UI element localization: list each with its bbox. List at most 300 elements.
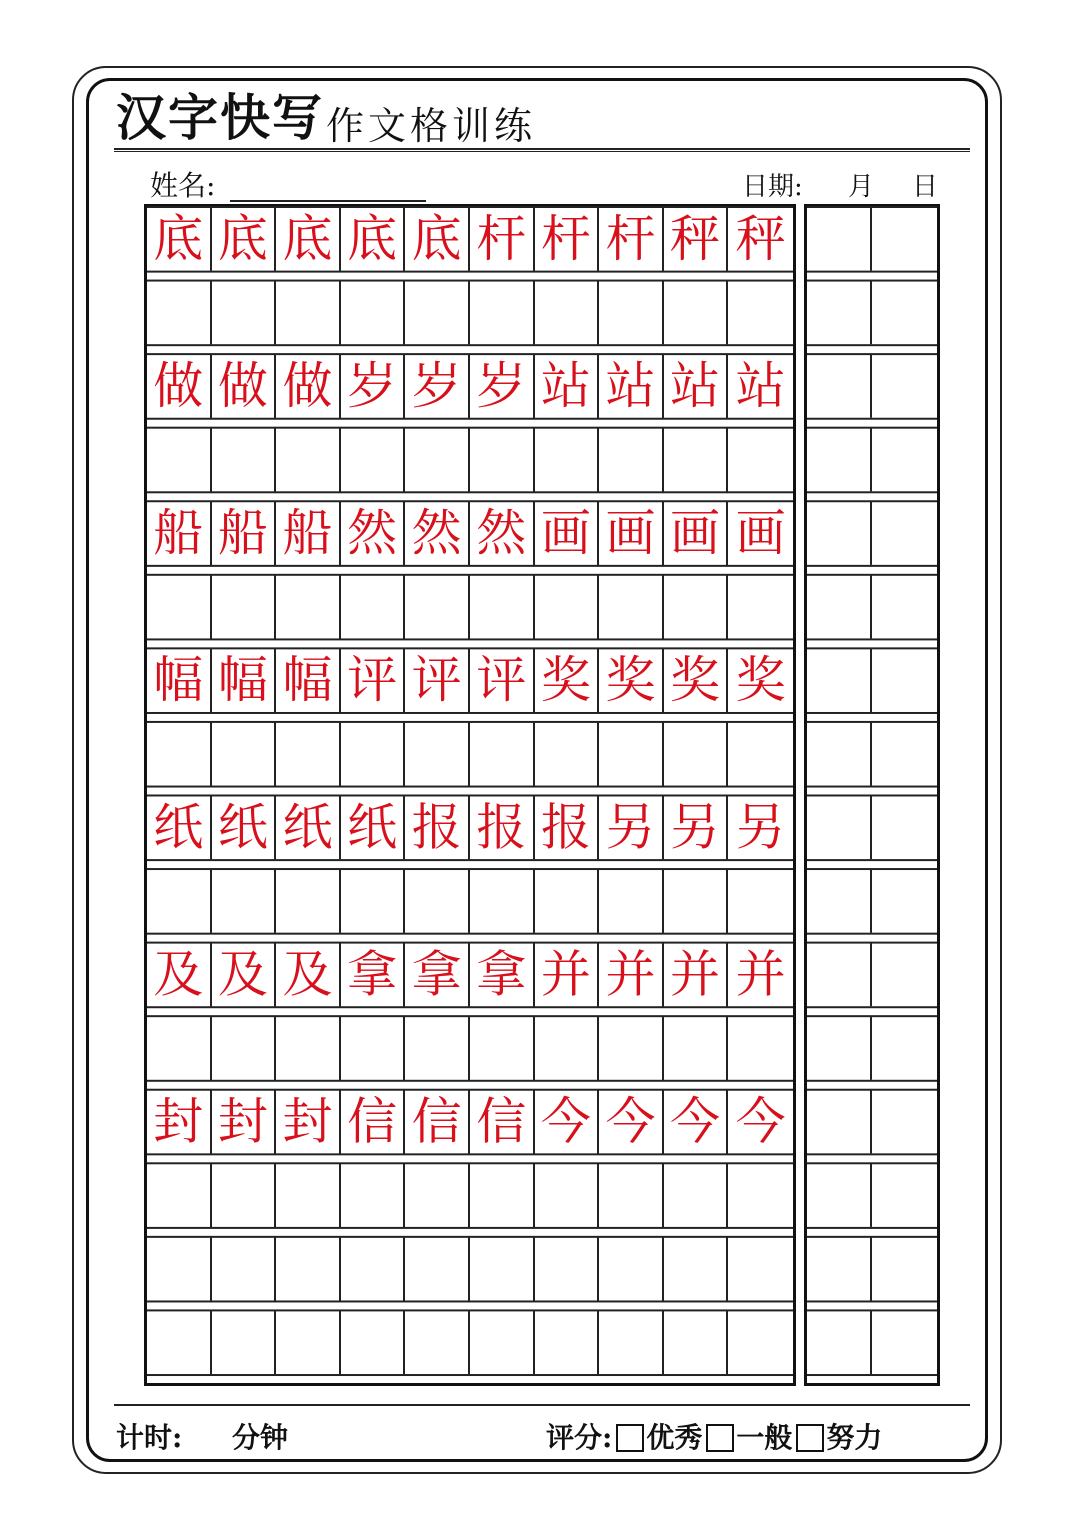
grid-row	[147, 207, 793, 271]
grid-row	[147, 943, 793, 1007]
model-character-cell: 今	[664, 1090, 729, 1154]
blank-practice-cell[interactable]	[276, 280, 341, 344]
side-practice-cell[interactable]	[807, 354, 872, 418]
date-label: 日期:	[742, 172, 803, 202]
row-bottom-line	[147, 1300, 793, 1302]
grid-row	[147, 501, 793, 565]
model-character-cell: 并	[599, 942, 664, 1006]
blank-practice-cell[interactable]	[212, 869, 277, 933]
side-grid-row	[807, 1090, 937, 1154]
blank-practice-cell[interactable]	[147, 427, 212, 491]
side-row-bottom-line	[807, 1374, 937, 1376]
blank-practice-cell[interactable]	[535, 1237, 600, 1301]
model-character-cell: 并	[735, 945, 786, 1004]
model-character-cell: 底	[341, 207, 406, 271]
side-grid-row	[807, 722, 937, 786]
side-row-bottom-line	[807, 638, 937, 640]
blank-practice-cell[interactable]	[405, 280, 470, 344]
blank-practice-cell[interactable]	[664, 1016, 729, 1080]
blank-practice-cell[interactable]	[405, 575, 470, 639]
model-character-cell: 报	[470, 795, 535, 859]
model-character-cell: 站	[735, 356, 786, 415]
model-character-cell: 幅	[276, 648, 341, 712]
side-row-top-line	[807, 647, 937, 649]
row-top-line	[147, 427, 793, 429]
side-grid-row	[807, 795, 937, 859]
blank-practice-cell[interactable]	[212, 1163, 277, 1227]
row-top-line	[147, 206, 793, 208]
model-character-cell: 今	[735, 1092, 786, 1151]
side-practice-cell[interactable]	[807, 869, 872, 933]
row-top-line	[147, 1309, 793, 1311]
model-character-cell: 岁	[405, 354, 470, 418]
blank-practice-cell[interactable]	[405, 1237, 470, 1301]
blank-practice-cell[interactable]	[664, 280, 729, 344]
blank-practice-cell[interactable]	[664, 1237, 729, 1301]
blank-practice-cell[interactable]	[599, 1310, 664, 1374]
month-label: 月	[848, 172, 875, 202]
row-bottom-line	[147, 1080, 793, 1082]
row-top-line	[147, 647, 793, 649]
blank-practice-cell[interactable]	[147, 722, 212, 786]
blank-practice-cell[interactable]	[599, 1237, 664, 1301]
model-character-cell: 纸	[212, 795, 277, 859]
row-top-line	[147, 574, 793, 576]
blank-practice-cell[interactable]	[470, 280, 535, 344]
blank-practice-cell[interactable]	[599, 575, 664, 639]
row-top-line	[147, 942, 793, 944]
side-practice-cell[interactable]	[807, 281, 872, 345]
grid-row	[147, 1163, 793, 1227]
day-label: 日	[912, 172, 939, 202]
side-grid-row	[807, 1310, 937, 1374]
grid-row	[147, 1016, 793, 1080]
row-bottom-line	[147, 712, 793, 714]
model-character-cell: 及	[212, 942, 277, 1006]
grid-row	[147, 575, 793, 639]
side-practice-cell[interactable]	[872, 648, 937, 712]
model-character-cell: 奖	[664, 648, 729, 712]
side-grid-row	[807, 354, 937, 418]
worksheet-subtitle: 作文格训练	[326, 104, 537, 148]
blank-practice-cell[interactable]	[147, 280, 212, 344]
blank-practice-cell[interactable]	[276, 1310, 341, 1374]
side-practice-cell[interactable]	[807, 943, 872, 1007]
model-character-cell: 评	[341, 648, 406, 712]
blank-practice-cell[interactable]	[664, 1163, 729, 1227]
side-row-bottom-line	[807, 491, 937, 493]
blank-practice-cell[interactable]	[664, 1310, 729, 1374]
model-character-cell: 纸	[341, 795, 406, 859]
model-character-cell: 秤	[664, 207, 729, 271]
grid-row	[147, 281, 793, 345]
blank-practice-cell[interactable]	[341, 1163, 406, 1227]
side-row-top-line	[807, 353, 937, 355]
model-character-cell: 岁	[470, 354, 535, 418]
model-character-cell: 并	[664, 942, 729, 1006]
side-row-top-line	[807, 280, 937, 282]
side-practice-cell[interactable]	[872, 1237, 937, 1301]
model-character-cell: 并	[535, 942, 600, 1006]
model-character-cell: 底	[405, 207, 470, 271]
blank-practice-cell[interactable]	[147, 869, 212, 933]
side-row-bottom-line	[807, 271, 937, 273]
side-row-bottom-line	[807, 1080, 937, 1082]
blank-practice-cell[interactable]	[212, 1310, 277, 1374]
grid-row	[147, 648, 793, 712]
side-row-top-line	[807, 794, 937, 796]
blank-practice-cell[interactable]	[212, 575, 277, 639]
row-bottom-line	[147, 344, 793, 346]
model-character-cell: 拿	[341, 942, 406, 1006]
side-practice-cell[interactable]	[807, 1163, 872, 1227]
model-character-cell: 报	[405, 795, 470, 859]
blank-practice-cell[interactable]	[728, 1237, 793, 1301]
row-top-line	[147, 868, 793, 870]
model-character-cell: 画	[535, 501, 600, 565]
grid-row	[147, 1237, 793, 1301]
row-top-line	[147, 1236, 793, 1238]
side-practice-cell[interactable]	[872, 1163, 937, 1227]
model-character-cell: 底	[276, 207, 341, 271]
blank-practice-cell[interactable]	[212, 427, 277, 491]
row-top-line	[147, 353, 793, 355]
blank-practice-cell[interactable]	[147, 1310, 212, 1374]
side-practice-cell[interactable]	[872, 575, 937, 639]
side-row-bottom-line	[807, 565, 937, 567]
row-top-line	[147, 1162, 793, 1164]
model-character-cell: 封	[147, 1090, 212, 1154]
row-top-line	[147, 1015, 793, 1017]
model-character-cell: 及	[147, 942, 212, 1006]
side-grid-row	[807, 575, 937, 639]
side-practice-cell[interactable]	[807, 648, 872, 712]
model-character-cell: 底	[147, 207, 212, 271]
grid-row	[147, 795, 793, 859]
blank-practice-cell[interactable]	[405, 1310, 470, 1374]
model-character-cell: 封	[212, 1090, 277, 1154]
blank-practice-cell[interactable]	[470, 869, 535, 933]
side-row-bottom-line	[807, 1006, 937, 1008]
blank-practice-cell[interactable]	[147, 575, 212, 639]
blank-practice-cell[interactable]	[535, 722, 600, 786]
blank-practice-cell[interactable]	[341, 1237, 406, 1301]
model-character-cell: 然	[405, 501, 470, 565]
score-label: 评分:	[546, 1421, 613, 1454]
model-character-cell: 及	[276, 942, 341, 1006]
model-character-cell: 站	[535, 354, 600, 418]
side-row-bottom-line	[807, 1227, 937, 1229]
model-character-cell: 船	[212, 501, 277, 565]
side-practice-cell[interactable]	[872, 428, 937, 492]
side-row-bottom-line	[807, 786, 937, 788]
model-character-cell: 另	[735, 798, 786, 857]
blank-practice-cell[interactable]	[405, 869, 470, 933]
side-row-top-line	[807, 574, 937, 576]
blank-practice-cell[interactable]	[470, 1310, 535, 1374]
model-character-cell: 报	[535, 795, 600, 859]
blank-practice-cell[interactable]	[341, 427, 406, 491]
blank-practice-cell[interactable]	[276, 722, 341, 786]
blank-practice-cell[interactable]	[664, 575, 729, 639]
blank-practice-cell[interactable]	[147, 1237, 212, 1301]
side-grid-row	[807, 648, 937, 712]
side-practice-cell[interactable]	[872, 1016, 937, 1080]
model-character-cell: 画	[735, 504, 786, 563]
side-practice-cell[interactable]	[807, 1237, 872, 1301]
effort-checkbox[interactable]	[796, 1424, 824, 1452]
model-character-cell: 信	[470, 1090, 535, 1154]
minutes-label: 分钟	[232, 1421, 289, 1454]
model-character-cell: 封	[276, 1090, 341, 1154]
model-character-cell: 另	[664, 795, 729, 859]
blank-practice-cell[interactable]	[276, 1237, 341, 1301]
row-bottom-line	[147, 565, 793, 567]
model-character-cell: 今	[535, 1090, 600, 1154]
row-bottom-line	[147, 933, 793, 935]
blank-practice-cell[interactable]	[212, 722, 277, 786]
grid-row	[147, 722, 793, 786]
side-row-top-line	[807, 1236, 937, 1238]
model-character-cell: 秤	[735, 209, 786, 268]
header-divider	[114, 148, 970, 152]
side-grid-row	[807, 281, 937, 345]
side-practice-cell[interactable]	[807, 575, 872, 639]
row-bottom-line	[147, 418, 793, 420]
side-row-top-line	[807, 868, 937, 870]
blank-practice-cell[interactable]	[341, 1016, 406, 1080]
model-character-cell: 做	[147, 354, 212, 418]
model-character-cell: 奖	[535, 648, 600, 712]
side-grid-row	[807, 428, 937, 492]
blank-practice-cell[interactable]	[535, 869, 600, 933]
model-character-cell: 画	[599, 501, 664, 565]
blank-practice-cell[interactable]	[535, 1016, 600, 1080]
row-bottom-line	[147, 1227, 793, 1229]
model-character-cell: 另	[599, 795, 664, 859]
blank-practice-cell[interactable]	[470, 427, 535, 491]
blank-practice-cell[interactable]	[470, 1163, 535, 1227]
side-row-top-line	[807, 942, 937, 944]
row-top-line	[147, 1089, 793, 1091]
blank-practice-cell[interactable]	[276, 1016, 341, 1080]
side-practice-cell[interactable]	[872, 207, 937, 271]
model-character-cell: 拿	[470, 942, 535, 1006]
model-character-cell: 船	[276, 501, 341, 565]
row-bottom-line	[147, 271, 793, 273]
blank-practice-cell[interactable]	[535, 427, 600, 491]
side-practice-cell[interactable]	[807, 501, 872, 565]
blank-practice-cell[interactable]	[470, 575, 535, 639]
footer-divider	[114, 1404, 970, 1406]
side-grid-row	[807, 1237, 937, 1301]
side-row-bottom-line	[807, 859, 937, 861]
side-practice-cell[interactable]	[872, 943, 937, 1007]
model-character-cell: 幅	[212, 648, 277, 712]
blank-practice-cell[interactable]	[535, 575, 600, 639]
blank-practice-cell[interactable]	[470, 722, 535, 786]
side-row-top-line	[807, 1162, 937, 1164]
side-practice-cell[interactable]	[807, 795, 872, 859]
model-character-cell: 纸	[147, 795, 212, 859]
blank-practice-cell[interactable]	[599, 280, 664, 344]
side-practice-cell[interactable]	[872, 1090, 937, 1154]
side-row-top-line	[807, 500, 937, 502]
blank-practice-cell[interactable]	[728, 869, 793, 933]
blank-practice-cell[interactable]	[535, 280, 600, 344]
model-character-cell: 评	[470, 648, 535, 712]
row-bottom-line	[147, 1153, 793, 1155]
side-row-bottom-line	[807, 344, 937, 346]
side-practice-cell[interactable]	[807, 428, 872, 492]
model-character-cell: 然	[341, 501, 406, 565]
side-grid-row	[807, 869, 937, 933]
row-bottom-line	[147, 859, 793, 861]
row-bottom-line	[147, 1006, 793, 1008]
side-practice-cell[interactable]	[807, 207, 872, 271]
model-character-cell: 奖	[599, 648, 664, 712]
blank-practice-cell[interactable]	[599, 869, 664, 933]
name-label: 姓名:	[150, 169, 216, 202]
blank-practice-cell[interactable]	[599, 722, 664, 786]
blank-practice-cell[interactable]	[276, 869, 341, 933]
model-character-cell: 做	[212, 354, 277, 418]
model-character-cell: 然	[470, 501, 535, 565]
model-character-cell: 底	[212, 207, 277, 271]
side-row-bottom-line	[807, 933, 937, 935]
side-practice-cell[interactable]	[807, 1310, 872, 1374]
row-top-line	[147, 794, 793, 796]
score-group	[546, 1418, 882, 1458]
blank-practice-cell[interactable]	[341, 280, 406, 344]
model-character-cell: 拿	[405, 942, 470, 1006]
grid-row	[147, 1310, 793, 1374]
side-grid-row	[807, 943, 937, 1007]
grid-row	[147, 1090, 793, 1154]
blank-practice-cell[interactable]	[599, 427, 664, 491]
model-character-cell: 信	[405, 1090, 470, 1154]
model-character-cell: 岁	[341, 354, 406, 418]
blank-practice-cell[interactable]	[405, 1163, 470, 1227]
side-practice-cell[interactable]	[807, 1090, 872, 1154]
row-top-line	[147, 280, 793, 282]
blank-practice-cell[interactable]	[599, 1163, 664, 1227]
average-checkbox[interactable]	[706, 1424, 734, 1452]
side-practice-cell[interactable]	[872, 869, 937, 933]
excellent-checkbox[interactable]	[616, 1424, 644, 1452]
row-top-line	[147, 500, 793, 502]
blank-practice-cell[interactable]	[728, 575, 793, 639]
blank-practice-cell[interactable]	[276, 1163, 341, 1227]
side-row-bottom-line	[807, 712, 937, 714]
grid-row	[147, 428, 793, 492]
blank-practice-cell[interactable]	[212, 280, 277, 344]
model-character-cell: 信	[341, 1090, 406, 1154]
effort-option-label: 努力	[826, 1421, 883, 1454]
blank-practice-cell[interactable]	[405, 722, 470, 786]
model-character-cell: 做	[276, 354, 341, 418]
side-row-top-line	[807, 721, 937, 723]
model-character-cell: 站	[664, 354, 729, 418]
side-practice-cell[interactable]	[872, 501, 937, 565]
side-practice-cell[interactable]	[872, 1310, 937, 1374]
model-character-cell: 站	[599, 354, 664, 418]
blank-practice-cell[interactable]	[664, 427, 729, 491]
blank-practice-cell[interactable]	[728, 1310, 793, 1374]
model-character-cell: 评	[405, 648, 470, 712]
blank-practice-cell[interactable]	[728, 1163, 793, 1227]
blank-practice-cell[interactable]	[341, 869, 406, 933]
side-practice-cell[interactable]	[872, 722, 937, 786]
blank-practice-cell[interactable]	[535, 1163, 600, 1227]
side-grid-row	[807, 1163, 937, 1227]
model-character-cell: 杆	[535, 207, 600, 271]
model-character-cell: 幅	[147, 648, 212, 712]
side-practice-cell[interactable]	[807, 1016, 872, 1080]
name-field[interactable]	[230, 200, 426, 202]
model-character-cell: 纸	[276, 795, 341, 859]
blank-practice-cell[interactable]	[341, 722, 406, 786]
average-option-label: 一般	[736, 1421, 793, 1454]
grid-row	[147, 869, 793, 933]
blank-practice-cell[interactable]	[470, 1016, 535, 1080]
blank-practice-cell[interactable]	[276, 575, 341, 639]
blank-practice-cell[interactable]	[405, 1016, 470, 1080]
grid-row	[147, 354, 793, 418]
model-character-cell: 画	[664, 501, 729, 565]
side-row-bottom-line	[807, 1300, 937, 1302]
blank-practice-cell[interactable]	[728, 427, 793, 491]
blank-practice-cell[interactable]	[147, 1163, 212, 1227]
side-practice-cell[interactable]	[872, 795, 937, 859]
row-top-line	[147, 721, 793, 723]
blank-practice-cell[interactable]	[341, 575, 406, 639]
blank-practice-cell[interactable]	[405, 427, 470, 491]
blank-practice-cell[interactable]	[728, 1016, 793, 1080]
side-row-top-line	[807, 427, 937, 429]
side-grid-row	[807, 1016, 937, 1080]
side-grid-row	[807, 207, 937, 271]
side-practice-cell[interactable]	[872, 281, 937, 345]
model-character-cell: 杆	[599, 207, 664, 271]
blank-practice-cell[interactable]	[535, 1310, 600, 1374]
model-character-cell: 船	[147, 501, 212, 565]
side-row-bottom-line	[807, 418, 937, 420]
timer-label: 计时:	[116, 1421, 183, 1454]
side-grid-row	[807, 501, 937, 565]
blank-practice-cell[interactable]	[599, 1016, 664, 1080]
blank-practice-cell[interactable]	[728, 280, 793, 344]
blank-practice-cell[interactable]	[728, 722, 793, 786]
side-practice-cell[interactable]	[807, 722, 872, 786]
blank-practice-cell[interactable]	[276, 427, 341, 491]
blank-practice-cell[interactable]	[341, 1310, 406, 1374]
side-row-top-line	[807, 1015, 937, 1017]
row-bottom-line	[147, 786, 793, 788]
blank-practice-cell[interactable]	[147, 1016, 212, 1080]
side-practice-cell[interactable]	[872, 354, 937, 418]
blank-practice-cell[interactable]	[212, 1016, 277, 1080]
blank-practice-cell[interactable]	[470, 1237, 535, 1301]
worksheet-title: 汉字快写	[116, 89, 324, 147]
blank-practice-cell[interactable]	[664, 869, 729, 933]
excellent-option-label: 优秀	[646, 1421, 703, 1454]
side-row-top-line	[807, 1089, 937, 1091]
blank-practice-cell[interactable]	[212, 1237, 277, 1301]
row-bottom-line	[147, 491, 793, 493]
row-bottom-line	[147, 1374, 793, 1376]
blank-practice-cell[interactable]	[664, 722, 729, 786]
